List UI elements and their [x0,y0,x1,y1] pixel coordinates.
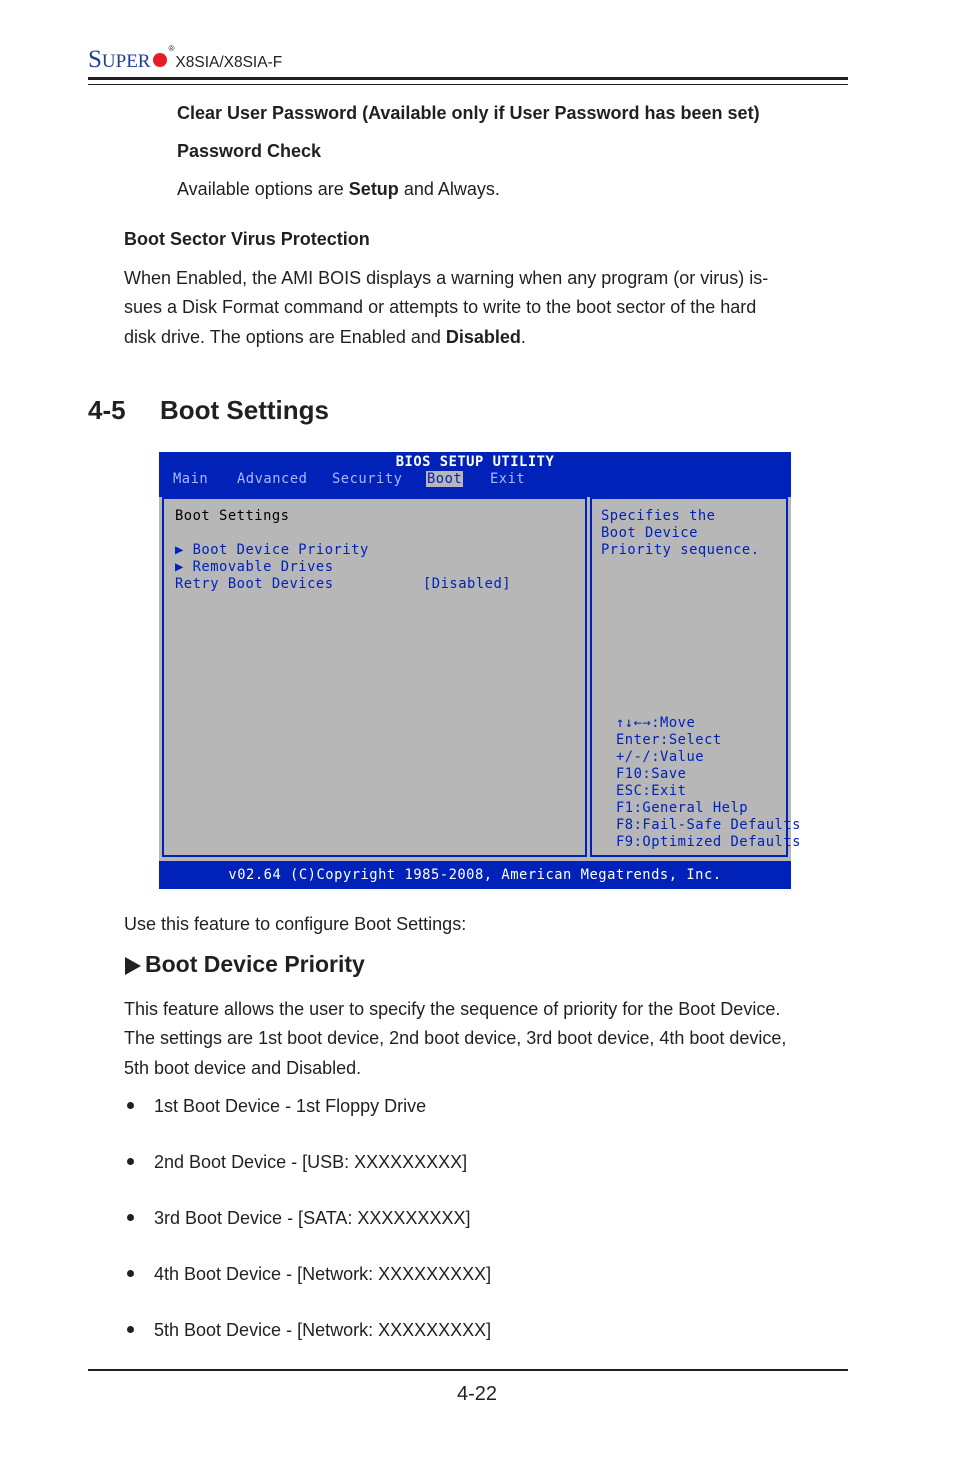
brand-dot-icon [153,53,167,67]
bullet-icon [127,1158,134,1165]
boot-sector-heading: Boot Sector Virus Protection [124,229,370,249]
registered-mark: ® [168,44,175,53]
bullet-icon [127,1214,134,1221]
list-item: 1st Boot Device - 1st Floppy Drive [154,1096,427,1116]
bios-item-label: Boot Device Priority [192,542,369,558]
section-title: Boot Settings [160,395,329,425]
bios-key-exit: ESC:Exit [616,783,687,799]
header-rule-thick [88,77,848,80]
bios-key-fail-safe: F8:Fail-Safe Defaults [616,817,801,833]
use-feature-text: Use this feature to configure Boot Settings: [124,914,467,934]
bios-item-removable-drives[interactable] [175,559,334,576]
bios-title: BIOS SETUP UTILITY [395,454,555,470]
bios-help-line: Boot Device [601,525,698,541]
bios-menu-advanced[interactable]: Advanced [237,471,308,487]
bios-menu-exit[interactable]: Exit [490,471,526,487]
boot-sector-line-3-prefix: disk drive. The options are Enabled and [124,327,446,347]
bullet-icon [127,1270,134,1277]
list-item: 4th Boot Device - [Network: XXXXXXXXX] [154,1264,492,1284]
bios-help-panel [590,497,801,857]
password-check-heading: Password Check [177,141,322,161]
list-item: 3rd Boot Device - [SATA: XXXXXXXXX] [154,1208,471,1228]
password-check-default: Setup [348,179,399,199]
bios-menu-separator [159,489,791,497]
clear-user-password-heading: Clear User Password (Available only if User Password has been set) [177,103,760,123]
bios-menu-boot[interactable]: Boot [427,471,463,487]
bios-key-help: F1:General Help [616,800,749,816]
bios-item-label: Removable Drives [192,559,334,575]
boot-sector-line-2: sues a Disk Format command or attempts to write to the boot sector of the hard [124,297,757,317]
list-item: 2nd Boot Device - [USB: XXXXXXXXX] [154,1152,468,1172]
bios-key-value: +/-/:Value [616,749,705,765]
brand-header [88,44,282,74]
bios-menu-security[interactable]: Security [332,471,403,487]
boot-device-priority-line-2: The settings are 1st boot device, 2nd boot device, 3rd boot device, 4th boot device, [124,1028,787,1048]
page-number: 4-22 [456,1383,498,1405]
bios-setting-retry-boot-devices[interactable]: Retry Boot Devices [175,576,334,592]
footer-rule [88,1369,848,1371]
model-name: X8SIA/X8SIA-F [175,54,283,71]
bios-help-line: Priority sequence. [601,542,760,558]
bios-footer-copyright: v02.64 (C)Copyright 1985-2008, American Megatrends, Inc. [228,867,722,883]
section-arrow-icon [125,957,141,975]
bios-screen [159,452,801,889]
bios-setting-value[interactable]: [Disabled] [423,576,512,592]
bios-item-boot-device-priority[interactable] [175,542,369,559]
bios-key-select: Enter:Select [616,732,722,748]
boot-sector-line-3 [124,323,526,353]
bios-key-save: F10:Save [616,766,687,782]
bullet-icon [127,1326,134,1333]
header-rule-thin [88,84,848,85]
password-check-text [177,175,500,205]
bios-key-move: ↑↓←→:Move [616,715,696,731]
bios-body [159,497,801,861]
brand-logo-rest: UPER [101,51,151,72]
bios-menu-main[interactable]: Main [173,471,209,487]
submenu-arrow-icon: ▶ [175,542,184,558]
boot-device-priority-heading: Boot Device Priority [145,951,365,977]
boot-sector-line-1: When Enabled, the AMI BOIS displays a warning when any program (or virus) is- [124,268,769,288]
bios-help-line: Specifies the [601,508,716,524]
boot-sector-line-3-suffix: . [520,327,526,347]
bios-key-optimized: F9:Optimized Defaults [616,834,801,850]
password-check-prefix: Available options are [177,179,349,199]
boot-device-priority-line-3: 5th boot device and Disabled. [124,1058,362,1078]
brand-logo-text [88,47,150,74]
bios-settings-panel [162,497,587,857]
submenu-arrow-icon: ▶ [175,559,184,575]
boot-device-priority-line-1: This feature allows the user to specify the sequence of priority for the Boot Device. [124,999,781,1019]
boot-sector-default: Disabled [445,327,521,347]
list-item: 5th Boot Device - [Network: XXXXXXXXX] [154,1320,492,1340]
section-number: 4-5 [88,395,126,425]
password-check-suffix: and Always. [398,179,500,199]
bios-menu-bar [159,471,791,489]
bios-panel-title: Boot Settings [175,508,290,524]
bullet-icon [127,1102,134,1109]
brand-logo-initial: S [88,46,102,73]
